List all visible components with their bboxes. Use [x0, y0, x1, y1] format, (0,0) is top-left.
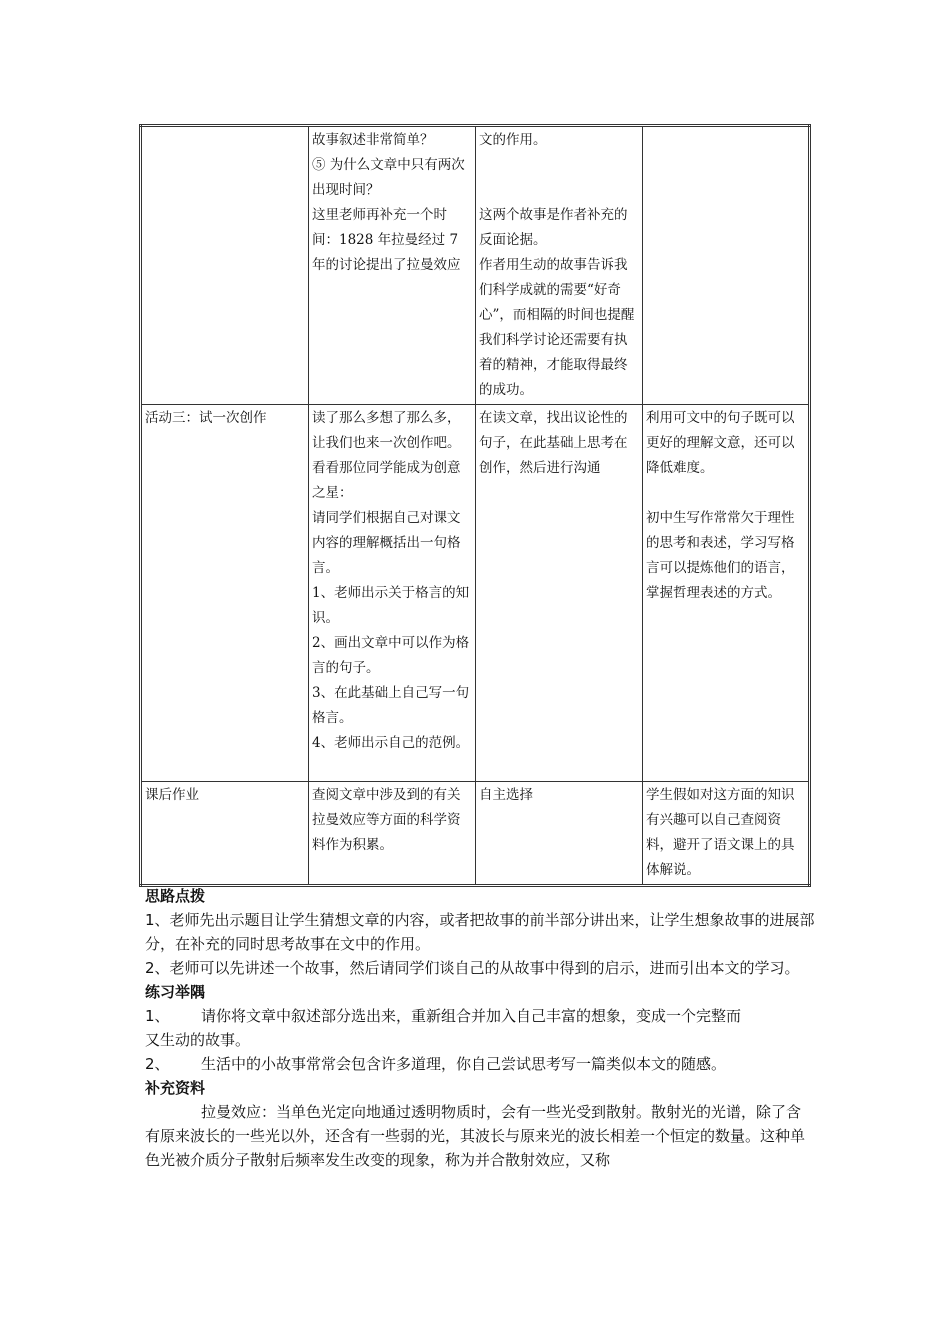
- cell-paragraph: 请同学们根据自己对课文内容的理解概括出一句格言。: [312, 510, 461, 576]
- cell-paragraph: 在读文章，找出议论性的句子，在此基础上思考在创作，然后进行沟通: [479, 410, 628, 476]
- cell-paragraph: 查阅文章中涉及到的有关拉曼效应等方面的科学资料作为积累。: [312, 787, 461, 853]
- student-activity-cell: [476, 782, 643, 886]
- item-number: 1、: [145, 1007, 170, 1025]
- item-text: 请你将文章中叙述部分选出来，重新组合并加入自己丰富的想象，变成一个完整而: [201, 1007, 742, 1025]
- cell-paragraph: 2、画出文章中可以作为格言的句子。: [312, 635, 470, 676]
- cell-paragraph: 读了那么多想了那么多，让我们也来一次创作吧。看看那位同学能成为创意之星：: [312, 410, 461, 501]
- item-number: 2、: [145, 1055, 170, 1073]
- activity-label: 课后作业: [145, 787, 199, 803]
- approach-item: 2、老师可以先讲述一个故事，然后请同学们谈自己的从故事中得到的启示，进而引出本文的学习。: [145, 959, 800, 977]
- table-row: [141, 126, 810, 405]
- teacher-activity-cell: [309, 126, 476, 405]
- section-heading-approach: 思路点拨: [145, 887, 206, 905]
- section-heading-supplement: 补充资料: [145, 1079, 206, 1097]
- cell-paragraph: ⑤ 为什么文章中只有两次出现时间？: [312, 157, 465, 198]
- table-row: [141, 782, 810, 886]
- design-intent-cell: [643, 126, 810, 405]
- teacher-activity-cell: [309, 782, 476, 886]
- approach-item: 1、老师先出示题目让学生猜想文章的内容，或者把故事的前半部分讲出来，让学生想象故事的进展部分，在补充的同时思考故事在文中的作用。: [145, 911, 815, 953]
- cell-paragraph: 自主选择: [479, 787, 533, 803]
- practice-item-continuation: 又生动的故事。: [145, 1031, 251, 1049]
- cell-paragraph: 1、老师出示关于格言的知识。: [312, 585, 470, 626]
- practice-item: [145, 1004, 815, 1028]
- cell-spacer: [646, 481, 805, 506]
- activity-label: 活动三：试一次创作: [145, 410, 267, 426]
- cell-spacer: [479, 153, 639, 178]
- cell-paragraph: 4、老师出示自己的范例。: [312, 735, 470, 751]
- teacher-activity-cell: [309, 405, 476, 782]
- section-heading-practice: 练习举隅: [145, 983, 206, 1001]
- activity-cell: [141, 126, 309, 405]
- supplement-text: 拉曼效应：当单色光定向地通过透明物质时，会有一些光受到散射。散射光的光谱，除了含有原来波长的一些光以外，还含有一些弱的光，其波长与原来光的波长相差一个恒定的数量。这种单色光被介质分子散射后频率发生改变的现象，称为并合散射效应，又称: [145, 1103, 806, 1169]
- lesson-plan-table: [139, 124, 811, 887]
- notes-section: [145, 884, 815, 1172]
- student-activity-cell: [476, 126, 643, 405]
- cell-spacer: [479, 178, 639, 203]
- cell-paragraph: 作者用生动的故事告诉我们科学成就的需要“好奇心”，而相隔的时间也提醒我们科学讨论还需要有执着的精神，才能取得最终的成功。: [479, 257, 635, 398]
- table-row: [141, 405, 810, 782]
- cell-paragraph: 利用可文中的句子既可以更好的理解文意，还可以降低难度。: [646, 410, 795, 476]
- cell-paragraph: 文的作用。: [479, 132, 547, 148]
- cell-paragraph: 3、在此基础上自己写一句格言。: [312, 685, 470, 726]
- cell-paragraph: 这里老师再补充一个时间：1828 年拉曼经过 7 年的讨论提出了拉曼效应: [312, 207, 461, 273]
- cell-paragraph: 初中生写作常常欠于理性的思考和表述，学习写格言可以提炼他们的语言，掌握哲理表述的方式。: [646, 510, 795, 601]
- student-activity-cell: [476, 405, 643, 782]
- practice-item: [145, 1052, 815, 1076]
- item-text: 生活中的小故事常常会包含许多道理，你自己尝试思考写一篇类似本文的随感。: [201, 1055, 727, 1073]
- cell-paragraph: 故事叙述非常简单？: [312, 132, 434, 148]
- design-intent-cell: [643, 405, 810, 782]
- cell-paragraph: 这两个故事是作者补充的反面论据。: [479, 207, 628, 248]
- activity-cell: [141, 405, 309, 782]
- activity-cell: [141, 782, 309, 886]
- design-intent-cell: [643, 782, 810, 886]
- cell-paragraph: 学生假如对这方面的知识有兴趣可以自己查阅资料，避开了语文课上的具体解说。: [646, 787, 795, 878]
